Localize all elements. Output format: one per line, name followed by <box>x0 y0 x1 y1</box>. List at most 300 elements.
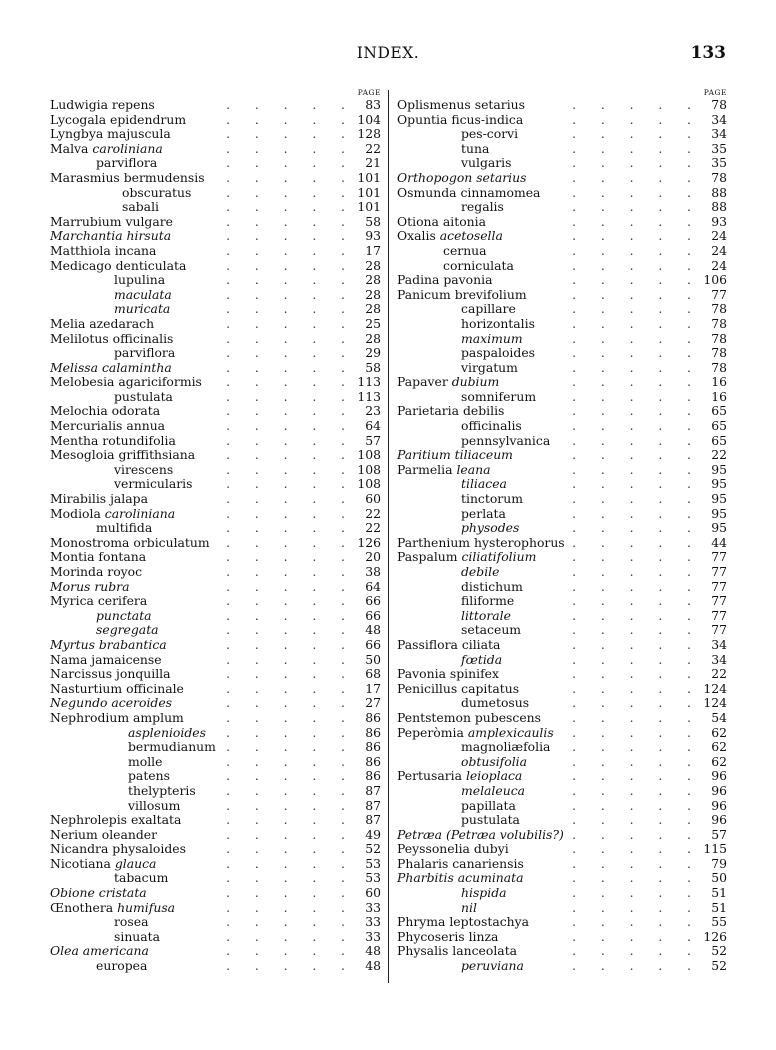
index-entry <box>50 361 381 376</box>
entry-page-number: 96 <box>707 769 727 784</box>
index-entry <box>397 171 727 186</box>
index-entry <box>50 302 381 317</box>
index-entry <box>50 375 381 390</box>
index-entry <box>397 492 727 507</box>
entry-name <box>50 580 134 595</box>
entry-name <box>397 448 517 463</box>
index-entry <box>397 404 727 419</box>
dot-leader: . . . . . <box>572 943 691 959</box>
index-entry <box>50 886 381 901</box>
entry-name <box>114 463 177 478</box>
entry-name-part: Olea americana <box>50 943 149 959</box>
entry-name <box>461 302 520 317</box>
entry-name <box>461 740 554 755</box>
index-entry <box>397 419 727 434</box>
entry-name-part: Padina pavonia <box>397 272 493 288</box>
entry-page-number: 58 <box>361 215 381 230</box>
entry-name-part: cernua <box>443 242 487 258</box>
entry-name <box>50 638 171 653</box>
dot-leader: . . . . . <box>572 666 691 682</box>
entry-page-number: 79 <box>707 857 727 872</box>
entry-name <box>50 98 159 113</box>
index-entry <box>50 127 381 142</box>
index-entry <box>397 726 727 741</box>
entry-page-number: 95 <box>707 507 727 522</box>
entry-name-part: Negundo aceroides <box>50 695 173 711</box>
entry-name <box>114 477 196 492</box>
entry-page-number: 66 <box>361 609 381 624</box>
entry-page-number: 78 <box>707 171 727 186</box>
entry-page-number: 101 <box>353 200 381 215</box>
index-entry <box>397 799 727 814</box>
entry-page-number: 54 <box>707 711 727 726</box>
entry-name-part: papillata <box>461 797 516 813</box>
index-entry <box>50 711 381 726</box>
entry-name <box>397 871 528 886</box>
entry-page-number: 96 <box>707 799 727 814</box>
index-entry <box>50 565 381 580</box>
entry-name <box>96 623 163 638</box>
entry-page-number: 28 <box>361 259 381 274</box>
index-entry <box>50 492 381 507</box>
entry-page-number: 113 <box>353 390 381 405</box>
entry-name <box>50 536 214 551</box>
dot-leader: . . . . . <box>226 272 345 288</box>
entry-name-part: Myrtus brabantica <box>50 636 167 652</box>
dot-leader: . . . . . <box>226 914 345 930</box>
entry-page-number: 88 <box>707 200 727 215</box>
entry-name-part: hispida <box>461 885 507 901</box>
dot-leader: . . . . . <box>572 461 691 477</box>
index-entry <box>50 594 381 609</box>
entry-name-part: capillare <box>461 301 516 317</box>
dot-leader: . . . . . <box>226 505 345 521</box>
index-entry <box>50 828 381 843</box>
dot-leader: . . . . . <box>572 418 691 434</box>
entry-name <box>96 156 161 171</box>
entry-name-part: obtusifolia <box>461 753 528 769</box>
entry-name-part: Narcissus jonquilla <box>50 666 171 682</box>
entry-name-part: Pertusaria <box>397 768 466 784</box>
entry-name-part: Monostroma orbiculatum <box>50 534 210 550</box>
dot-leader: . . . . . <box>572 242 691 258</box>
entry-page-number: 62 <box>707 755 727 770</box>
entry-name <box>128 784 200 799</box>
dot-leader: . . . . . <box>572 812 691 828</box>
entry-name-part: Penicillus capitatus <box>397 680 520 696</box>
entry-page-number: 95 <box>707 492 727 507</box>
entry-name-part: Œnothera <box>50 899 118 915</box>
entry-name-part: Nama jamaicense <box>50 651 162 667</box>
entry-page-number: 50 <box>707 871 727 886</box>
entry-page-number: 34 <box>707 638 727 653</box>
entry-page-number: 126 <box>699 930 727 945</box>
entry-page-number: 95 <box>707 463 727 478</box>
entry-page-number: 34 <box>707 653 727 668</box>
dot-leader: . . . . . <box>572 928 691 944</box>
dot-leader: . . . . . <box>572 374 691 390</box>
dot-leader: . . . . . <box>572 549 691 565</box>
entry-name-part: Myrica cerifera <box>50 593 148 609</box>
entry-name-part: dubium <box>451 374 500 390</box>
entry-name-part: vermicularis <box>114 476 193 492</box>
dot-leader: . . . . . <box>226 199 345 215</box>
index-entry <box>50 259 381 274</box>
entry-name-part: Opuntia ficus-indica <box>397 111 524 127</box>
index-entry <box>397 186 727 201</box>
entry-page-number: 22 <box>361 521 381 536</box>
entry-name-part: sabali <box>122 199 159 215</box>
entry-name <box>461 332 527 347</box>
index-entry <box>397 273 727 288</box>
entry-name-part: physodes <box>461 520 520 536</box>
entry-page-number: 83 <box>361 98 381 113</box>
entry-name <box>461 507 510 522</box>
entry-name <box>461 813 524 828</box>
entry-name <box>461 696 533 711</box>
dot-leader: . . . . . <box>226 651 345 667</box>
entry-name <box>128 755 166 770</box>
entry-page-number: 65 <box>707 404 727 419</box>
entry-name <box>96 609 156 624</box>
entry-name-part: asplenioides <box>128 724 206 740</box>
dot-leader: . . . . . <box>572 301 691 317</box>
dot-leader: . . . . . <box>226 870 345 886</box>
entry-name <box>50 404 164 419</box>
index-entry <box>50 667 381 682</box>
entry-page-number: 16 <box>707 375 727 390</box>
entry-name-part: molle <box>128 753 163 769</box>
entry-name <box>50 813 185 828</box>
entry-name-part: Osmunda cinnamomea <box>397 184 541 200</box>
entry-name-part: Marrubium vulgare <box>50 213 173 229</box>
entry-page-number: 17 <box>361 244 381 259</box>
entry-page-number: 77 <box>707 580 727 595</box>
entry-name <box>461 886 511 901</box>
index-entry <box>397 536 727 551</box>
dot-leader: . . . . . <box>572 607 691 623</box>
entry-name <box>397 215 490 230</box>
entry-name-part: Oxalis <box>397 228 440 244</box>
dot-leader: . . . . . <box>226 330 345 346</box>
entry-page-number: 128 <box>353 127 381 142</box>
index-entry <box>50 550 381 565</box>
index-entry <box>50 930 381 945</box>
entry-page-number: 28 <box>361 273 381 288</box>
index-entry <box>50 521 381 536</box>
index-entry <box>397 828 727 843</box>
dot-leader: . . . . . <box>226 228 345 244</box>
entry-page-number: 20 <box>361 550 381 565</box>
entry-name-part: parviflora <box>96 155 158 171</box>
index-entry <box>397 375 727 390</box>
dot-leader: . . . . . <box>226 724 345 740</box>
entry-page-number: 28 <box>361 302 381 317</box>
dot-leader: . . . . . <box>226 97 345 112</box>
index-entry <box>397 346 727 361</box>
entry-page-number: 87 <box>361 784 381 799</box>
entry-name <box>397 667 503 682</box>
entry-name-part: maximum <box>461 330 523 346</box>
column-divider <box>388 90 389 983</box>
index-entry <box>397 930 727 945</box>
entry-page-number: 33 <box>361 930 381 945</box>
entry-page-number: 21 <box>361 156 381 171</box>
dot-leader: . . . . . <box>226 491 345 507</box>
index-entry <box>397 901 727 916</box>
entry-name <box>50 507 179 522</box>
entry-name <box>461 901 481 916</box>
entry-page-number: 53 <box>361 871 381 886</box>
index-column-left <box>50 88 381 974</box>
page-column-label: PAGE <box>703 88 727 97</box>
entry-page-number: 52 <box>361 842 381 857</box>
entry-name <box>397 682 523 697</box>
entry-name <box>50 259 190 274</box>
entry-page-number: 17 <box>361 682 381 697</box>
entry-page-number: 106 <box>699 273 727 288</box>
entry-page-number: 77 <box>707 623 727 638</box>
entry-name <box>128 769 174 784</box>
entry-name-part: Melia azedarach <box>50 315 155 331</box>
entry-name <box>50 317 158 332</box>
dot-leader: . . . . . <box>572 432 691 448</box>
index-entry <box>397 944 727 959</box>
dot-leader: . . . . . <box>572 636 691 652</box>
dot-leader: . . . . . <box>572 958 691 974</box>
entry-name <box>128 799 184 814</box>
dot-leader: . . . . . <box>226 111 345 127</box>
entry-page-number: 24 <box>707 244 727 259</box>
dot-leader: . . . . . <box>226 593 345 609</box>
entry-name-part: corniculata <box>443 257 514 273</box>
entry-page-number: 77 <box>707 609 727 624</box>
entry-name <box>50 842 190 857</box>
entry-name-part: Lycogala epidendrum <box>50 111 187 127</box>
entry-name-part: Matthiola incana <box>50 242 157 258</box>
entry-name-part: Pentstemon pubescens <box>397 709 542 725</box>
dot-leader: . . . . . <box>226 140 345 156</box>
entry-name <box>397 375 503 390</box>
dot-leader: . . . . . <box>226 403 345 419</box>
entry-name-part: fœtida <box>461 651 503 667</box>
entry-name-part: Mentha rotundifolia <box>50 432 176 448</box>
index-entry <box>397 332 727 347</box>
page-column-label: PAGE <box>357 88 381 97</box>
entry-page-number: 113 <box>353 375 381 390</box>
entry-name <box>397 113 527 128</box>
entry-name <box>50 244 160 259</box>
index-entry <box>50 171 381 186</box>
entry-name-part: Melochia odorata <box>50 403 161 419</box>
entry-page-number: 35 <box>707 142 727 157</box>
dot-leader: . . . . . <box>572 388 691 404</box>
entry-name-part: pennsylvanica <box>461 432 551 448</box>
entry-name <box>461 390 540 405</box>
index-entry <box>50 507 381 522</box>
dot-leader: . . . . . <box>226 126 345 142</box>
dot-leader: . . . . . <box>226 432 345 448</box>
index-entry <box>397 711 727 726</box>
entry-page-number: 78 <box>707 98 727 113</box>
entry-name-part: Montia fontana <box>50 549 147 565</box>
dot-leader: . . . . . <box>572 651 691 667</box>
entry-name <box>114 871 172 886</box>
dot-leader: . . . . . <box>226 447 345 463</box>
entry-name <box>50 127 175 142</box>
entry-page-number: 64 <box>361 580 381 595</box>
entry-name <box>50 828 161 843</box>
entry-name-part: Morinda royoc <box>50 564 143 579</box>
index-entry <box>50 740 381 755</box>
entry-page-number: 48 <box>361 959 381 974</box>
entry-name-part: nil <box>461 899 477 915</box>
entry-page-number: 86 <box>361 740 381 755</box>
entry-name <box>122 200 163 215</box>
entry-name <box>397 536 569 551</box>
entry-page-number: 16 <box>707 390 727 405</box>
dot-leader: . . . . . <box>572 257 691 273</box>
entry-page-number: 108 <box>353 463 381 478</box>
dot-leader: . . . . . <box>226 520 345 536</box>
entry-name-part: Phycoseris linza <box>397 928 499 944</box>
index-entry <box>50 915 381 930</box>
index-entry <box>50 857 381 872</box>
dot-leader: . . . . . <box>572 622 691 638</box>
index-entry <box>50 769 381 784</box>
entry-name <box>461 799 520 814</box>
index-entry <box>397 915 727 930</box>
entry-name <box>50 229 175 244</box>
entry-name-part: Malva <box>50 140 93 156</box>
entry-name-part: punctata <box>96 607 152 623</box>
entry-name <box>397 915 533 930</box>
index-entry <box>50 390 381 405</box>
index-entry <box>50 871 381 886</box>
entry-page-number: 78 <box>707 332 727 347</box>
index-entry <box>50 623 381 638</box>
entry-name-part: Paspalum <box>397 549 462 565</box>
entry-page-number: 86 <box>361 755 381 770</box>
entry-name-part: Nerium oleander <box>50 826 158 842</box>
entry-name <box>397 842 513 857</box>
index-entry <box>50 799 381 814</box>
entry-name <box>461 346 539 361</box>
dot-leader: . . . . . <box>226 607 345 623</box>
entry-page-number: 108 <box>353 477 381 492</box>
entry-name <box>461 521 523 536</box>
entry-name-part: pustulata <box>114 388 173 404</box>
dot-leader: . . . . . <box>226 184 345 200</box>
entry-name-part: Physalis lanceolata <box>397 943 518 959</box>
dot-leader: . . . . . <box>572 359 691 375</box>
index-entry <box>50 273 381 288</box>
entry-page-number: 27 <box>361 696 381 711</box>
index-entry <box>397 609 727 624</box>
entry-name-part: vulgaris <box>461 155 512 171</box>
entry-name-part: amplexicaulis <box>467 724 554 740</box>
entry-page-number: 124 <box>699 682 727 697</box>
entry-name <box>397 828 568 843</box>
entry-name-part: setaceum <box>461 622 522 638</box>
dot-leader: . . . . . <box>226 768 345 784</box>
entry-name <box>397 171 531 186</box>
index-entry <box>50 346 381 361</box>
index-entry <box>50 784 381 799</box>
dot-leader: . . . . . <box>226 315 345 331</box>
dot-leader: . . . . . <box>226 169 345 185</box>
entry-name <box>397 98 529 113</box>
index-entry <box>397 448 727 463</box>
entry-name-part: filiforme <box>461 593 515 609</box>
entry-name-part: glauca <box>114 855 157 871</box>
entry-page-number: 34 <box>707 127 727 142</box>
entry-page-number: 96 <box>707 784 727 799</box>
entry-name <box>397 726 558 741</box>
entry-name <box>461 477 511 492</box>
entry-name-part: Lyngbya majuscula <box>50 126 171 142</box>
entry-page-number: 101 <box>353 186 381 201</box>
dot-leader: . . . . . <box>572 768 691 784</box>
entry-name <box>397 463 495 478</box>
entry-page-number: 62 <box>707 726 727 741</box>
dot-leader: . . . . . <box>572 272 691 288</box>
index-entry <box>397 886 727 901</box>
entry-name-part: Passiflora ciliata <box>397 636 501 652</box>
entry-page-number: 86 <box>361 769 381 784</box>
entry-name <box>397 288 531 303</box>
index-entry <box>397 959 727 974</box>
index-entry <box>397 580 727 595</box>
dot-leader: . . . . . <box>226 826 345 842</box>
index-entry <box>397 507 727 522</box>
dot-leader: . . . . . <box>572 739 691 755</box>
entry-name <box>114 915 152 930</box>
entry-name-part: Nasturtium officinale <box>50 680 184 696</box>
dot-leader: . . . . . <box>572 782 691 798</box>
entry-name-part: bermudianum <box>128 739 216 755</box>
dot-leader: . . . . . <box>572 724 691 740</box>
dot-leader: . . . . . <box>226 666 345 682</box>
dot-leader: . . . . . <box>572 155 691 171</box>
entry-name <box>397 186 544 201</box>
entry-page-number: 50 <box>361 653 381 668</box>
entry-name-part: Melilotus officinalis <box>50 330 174 346</box>
entry-name-part: sinuata <box>114 928 161 944</box>
entry-name <box>50 171 209 186</box>
entry-name-part: paspaloides <box>461 345 536 361</box>
entry-name <box>50 857 160 872</box>
entry-name <box>397 273 496 288</box>
entry-name <box>50 711 188 726</box>
dot-leader: . . . . . <box>572 885 691 901</box>
entry-name <box>50 215 177 230</box>
entry-name-part: tuna <box>461 140 490 156</box>
entry-page-number: 78 <box>707 317 727 332</box>
entry-page-number: 77 <box>707 565 727 580</box>
index-entry <box>50 463 381 478</box>
entry-name <box>461 361 522 376</box>
entry-name-part: Parmelia <box>397 461 457 477</box>
entry-name <box>50 696 176 711</box>
entry-name <box>397 930 502 945</box>
entry-name <box>114 273 169 288</box>
dot-leader: . . . . . <box>226 709 345 725</box>
dot-leader: . . . . . <box>226 812 345 828</box>
dot-leader: . . . . . <box>572 184 691 200</box>
index-entry <box>397 142 727 157</box>
entry-name <box>461 609 515 624</box>
